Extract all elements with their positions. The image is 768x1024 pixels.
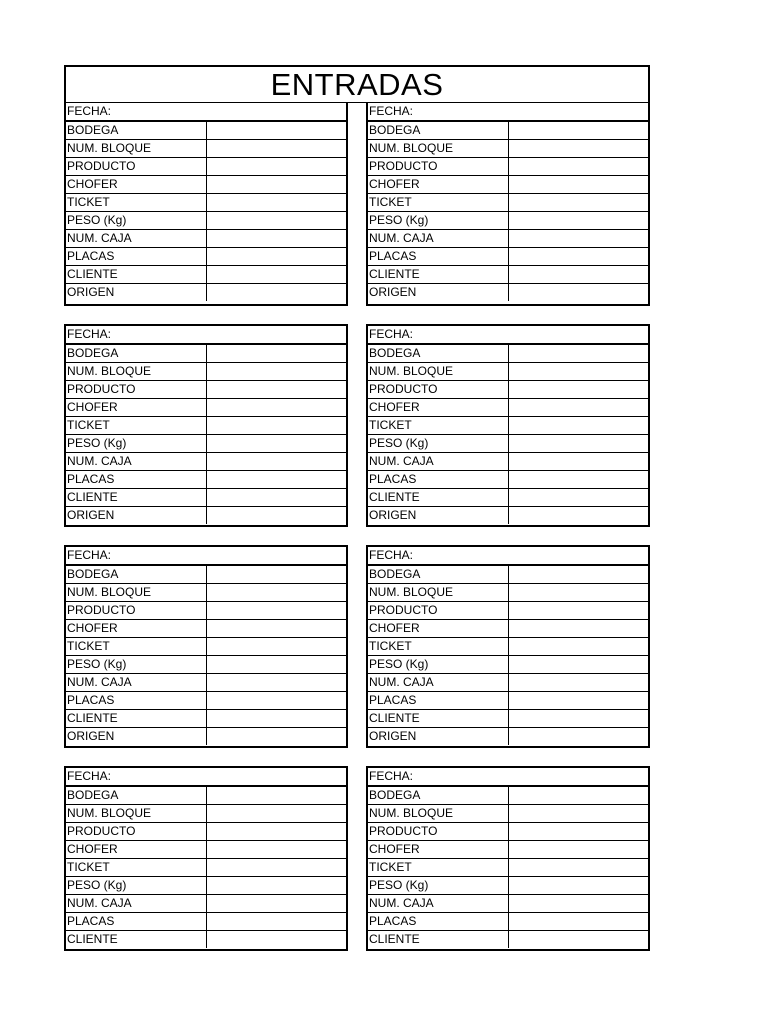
- field-label: PLACAS: [368, 913, 508, 931]
- field-row: [66, 584, 346, 602]
- field-label: PRODUCTO: [368, 158, 508, 176]
- field-value-cell[interactable]: [508, 344, 648, 363]
- document-title: ENTRADAS: [270, 67, 444, 102]
- fecha-row: [368, 103, 648, 121]
- field-value-cell[interactable]: [508, 859, 648, 877]
- field-value-cell[interactable]: [206, 266, 346, 284]
- field-label: PRODUCTO: [66, 602, 206, 620]
- field-value-cell[interactable]: [206, 728, 346, 746]
- field-value-cell[interactable]: [508, 931, 648, 949]
- field-label: BODEGA: [66, 121, 206, 140]
- field-row: [66, 453, 346, 471]
- field-row: [368, 417, 648, 435]
- field-value-cell[interactable]: [206, 823, 346, 841]
- field-value-cell[interactable]: [508, 489, 648, 507]
- field-label: PLACAS: [66, 913, 206, 931]
- field-value-cell[interactable]: [508, 230, 648, 248]
- entry-form: [366, 324, 650, 527]
- field-value-cell[interactable]: [206, 230, 346, 248]
- field-label: PLACAS: [66, 471, 206, 489]
- field-value-cell[interactable]: [508, 194, 648, 212]
- field-value-cell[interactable]: [508, 453, 648, 471]
- field-value-cell[interactable]: [206, 417, 346, 435]
- field-row: [66, 805, 346, 823]
- field-row: [368, 158, 648, 176]
- fecha-row: [368, 326, 648, 344]
- field-label: PESO (Kg): [368, 435, 508, 453]
- field-label: ORIGEN: [66, 728, 206, 746]
- field-label: PRODUCTO: [368, 381, 508, 399]
- field-label: ORIGEN: [66, 284, 206, 302]
- field-row: [66, 841, 346, 859]
- field-label: BODEGA: [368, 121, 508, 140]
- fecha-row: [368, 547, 648, 565]
- field-value-cell[interactable]: [508, 471, 648, 489]
- field-value-cell[interactable]: [508, 212, 648, 230]
- field-row: [368, 489, 648, 507]
- fecha-row: [66, 768, 346, 786]
- field-value-cell[interactable]: [206, 913, 346, 931]
- field-value-cell[interactable]: [508, 507, 648, 525]
- field-row: [66, 363, 346, 381]
- field-value-cell[interactable]: [508, 823, 648, 841]
- field-value-cell[interactable]: [206, 859, 346, 877]
- field-label: TICKET: [368, 417, 508, 435]
- field-row: [368, 877, 648, 895]
- field-row: [66, 710, 346, 728]
- fecha-row: [66, 103, 346, 121]
- field-row: [368, 176, 648, 194]
- field-row: [368, 194, 648, 212]
- entry-form: [64, 766, 348, 951]
- field-row: [66, 786, 346, 805]
- field-value-cell[interactable]: [508, 399, 648, 417]
- field-value-cell[interactable]: [206, 140, 346, 158]
- entry-form: [366, 766, 650, 951]
- field-label: PESO (Kg): [66, 656, 206, 674]
- field-label: NUM. CAJA: [368, 453, 508, 471]
- field-label: NUM. BLOQUE: [368, 805, 508, 823]
- field-value-cell[interactable]: [206, 284, 346, 302]
- field-label: CHOFER: [368, 176, 508, 194]
- field-value-cell[interactable]: [508, 417, 648, 435]
- field-value-cell[interactable]: [206, 841, 346, 859]
- field-label: CLIENTE: [66, 931, 206, 949]
- field-label: CLIENTE: [66, 489, 206, 507]
- field-row: [66, 230, 346, 248]
- field-label: NUM. CAJA: [66, 895, 206, 913]
- fecha-label: FECHA:: [368, 103, 648, 121]
- field-label: CHOFER: [368, 399, 508, 417]
- fecha-label: FECHA:: [66, 768, 346, 786]
- field-row: [368, 399, 648, 417]
- field-row: [66, 158, 346, 176]
- field-value-cell[interactable]: [508, 805, 648, 823]
- field-row: [368, 140, 648, 158]
- field-value-cell[interactable]: [206, 805, 346, 823]
- field-value-cell[interactable]: [508, 381, 648, 399]
- field-label: CLIENTE: [66, 710, 206, 728]
- field-row: [368, 656, 648, 674]
- field-row: [66, 140, 346, 158]
- field-value-cell[interactable]: [206, 877, 346, 895]
- field-value-cell[interactable]: [508, 158, 648, 176]
- field-row: [66, 344, 346, 363]
- field-value-cell[interactable]: [206, 620, 346, 638]
- entry-form: [366, 545, 650, 748]
- field-label: NUM. CAJA: [368, 895, 508, 913]
- field-row: [66, 435, 346, 453]
- entry-form: [64, 545, 348, 748]
- field-label: BODEGA: [66, 786, 206, 805]
- field-row: [368, 620, 648, 638]
- field-label: TICKET: [368, 638, 508, 656]
- field-label: ORIGEN: [66, 507, 206, 525]
- field-value-cell[interactable]: [206, 507, 346, 525]
- field-value-cell[interactable]: [508, 565, 648, 584]
- entry-form: [64, 324, 348, 527]
- field-row: [368, 584, 648, 602]
- field-label: ORIGEN: [368, 728, 508, 746]
- field-row: [368, 786, 648, 805]
- field-row: [66, 674, 346, 692]
- field-label: CHOFER: [66, 620, 206, 638]
- field-label: PESO (Kg): [368, 656, 508, 674]
- field-label: TICKET: [66, 417, 206, 435]
- field-value-cell[interactable]: [206, 344, 346, 363]
- field-value-cell[interactable]: [206, 786, 346, 805]
- field-row: [368, 284, 648, 302]
- field-row: [368, 859, 648, 877]
- field-value-cell[interactable]: [206, 692, 346, 710]
- field-label: PRODUCTO: [66, 381, 206, 399]
- field-label: TICKET: [66, 859, 206, 877]
- field-value-cell[interactable]: [508, 638, 648, 656]
- field-value-cell[interactable]: [508, 584, 648, 602]
- field-row: [66, 565, 346, 584]
- field-row: [368, 841, 648, 859]
- field-row: [368, 674, 648, 692]
- field-row: [368, 913, 648, 931]
- field-label: NUM. BLOQUE: [66, 805, 206, 823]
- field-row: [66, 194, 346, 212]
- field-row: [66, 121, 346, 140]
- field-value-cell[interactable]: [508, 140, 648, 158]
- field-row: [368, 710, 648, 728]
- field-label: NUM. CAJA: [368, 674, 508, 692]
- field-row: [368, 565, 648, 584]
- field-value-cell[interactable]: [206, 435, 346, 453]
- field-value-cell[interactable]: [508, 656, 648, 674]
- field-row: [368, 805, 648, 823]
- field-row: [368, 230, 648, 248]
- field-row: [66, 176, 346, 194]
- field-value-cell[interactable]: [508, 363, 648, 381]
- field-label: CHOFER: [66, 841, 206, 859]
- field-label: PRODUCTO: [66, 158, 206, 176]
- field-label: PESO (Kg): [66, 877, 206, 895]
- field-label: NUM. CAJA: [66, 453, 206, 471]
- fecha-row: [368, 768, 648, 786]
- field-value-cell[interactable]: [206, 212, 346, 230]
- field-value-cell[interactable]: [206, 176, 346, 194]
- field-label: CLIENTE: [368, 931, 508, 949]
- field-label: PESO (Kg): [368, 212, 508, 230]
- field-row: [66, 728, 346, 746]
- field-value-cell[interactable]: [206, 895, 346, 913]
- field-label: CLIENTE: [368, 710, 508, 728]
- field-row: [66, 266, 346, 284]
- field-value-cell[interactable]: [206, 399, 346, 417]
- field-row: [368, 344, 648, 363]
- field-value-cell[interactable]: [508, 710, 648, 728]
- field-value-cell[interactable]: [508, 176, 648, 194]
- field-value-cell[interactable]: [206, 121, 346, 140]
- field-row: [368, 266, 648, 284]
- field-label: PLACAS: [368, 692, 508, 710]
- field-value-cell[interactable]: [206, 584, 346, 602]
- field-value-cell[interactable]: [206, 363, 346, 381]
- field-label: NUM. BLOQUE: [66, 363, 206, 381]
- field-row: [66, 399, 346, 417]
- field-row: [368, 895, 648, 913]
- field-value-cell[interactable]: [206, 710, 346, 728]
- field-value-cell[interactable]: [508, 692, 648, 710]
- field-value-cell[interactable]: [508, 284, 648, 302]
- field-label: ORIGEN: [368, 507, 508, 525]
- field-row: [66, 931, 346, 949]
- field-row: [66, 489, 346, 507]
- field-label: PLACAS: [66, 692, 206, 710]
- field-label: NUM. CAJA: [66, 674, 206, 692]
- field-value-cell[interactable]: [508, 877, 648, 895]
- field-label: PESO (Kg): [66, 435, 206, 453]
- field-label: PRODUCTO: [368, 602, 508, 620]
- field-label: TICKET: [368, 859, 508, 877]
- field-value-cell[interactable]: [206, 381, 346, 399]
- field-value-cell[interactable]: [508, 728, 648, 746]
- field-row: [368, 363, 648, 381]
- field-label: NUM. CAJA: [368, 230, 508, 248]
- field-row: [368, 638, 648, 656]
- field-row: [66, 248, 346, 266]
- field-label: CHOFER: [66, 176, 206, 194]
- field-label: CLIENTE: [368, 266, 508, 284]
- field-label: BODEGA: [368, 344, 508, 363]
- field-label: NUM. BLOQUE: [368, 140, 508, 158]
- field-row: [368, 692, 648, 710]
- field-label: TICKET: [66, 194, 206, 212]
- field-row: [66, 417, 346, 435]
- field-value-cell[interactable]: [206, 674, 346, 692]
- field-label: CLIENTE: [368, 489, 508, 507]
- field-label: TICKET: [368, 194, 508, 212]
- field-value-cell[interactable]: [206, 565, 346, 584]
- field-label: PLACAS: [368, 248, 508, 266]
- field-row: [368, 471, 648, 489]
- field-label: NUM. BLOQUE: [66, 140, 206, 158]
- field-label: PESO (Kg): [66, 212, 206, 230]
- field-row: [66, 692, 346, 710]
- field-label: PLACAS: [66, 248, 206, 266]
- fecha-label: FECHA:: [368, 326, 648, 344]
- field-value-cell[interactable]: [508, 674, 648, 692]
- field-value-cell[interactable]: [508, 620, 648, 638]
- field-value-cell[interactable]: [508, 248, 648, 266]
- field-row: [368, 823, 648, 841]
- field-value-cell[interactable]: [206, 248, 346, 266]
- field-row: [66, 620, 346, 638]
- field-row: [368, 435, 648, 453]
- field-value-cell[interactable]: [508, 913, 648, 931]
- field-label: ORIGEN: [368, 284, 508, 302]
- fecha-row: [66, 547, 346, 565]
- field-value-cell[interactable]: [206, 931, 346, 949]
- field-value-cell[interactable]: [508, 895, 648, 913]
- field-row: [66, 471, 346, 489]
- field-row: [66, 284, 346, 302]
- fecha-label: FECHA:: [368, 547, 648, 565]
- field-value-cell[interactable]: [206, 471, 346, 489]
- field-value-cell[interactable]: [508, 841, 648, 859]
- field-value-cell[interactable]: [508, 602, 648, 620]
- field-label: NUM. BLOQUE: [66, 584, 206, 602]
- field-label: NUM. BLOQUE: [368, 363, 508, 381]
- field-value-cell[interactable]: [206, 194, 346, 212]
- field-label: BODEGA: [368, 786, 508, 805]
- field-label: PRODUCTO: [66, 823, 206, 841]
- fecha-label: FECHA:: [66, 103, 346, 121]
- field-row: [66, 602, 346, 620]
- field-label: NUM. BLOQUE: [368, 584, 508, 602]
- field-row: [66, 656, 346, 674]
- entry-form: [366, 103, 650, 306]
- document-title-box: [64, 65, 650, 103]
- field-row: [66, 638, 346, 656]
- field-row: [368, 381, 648, 399]
- field-row: [66, 212, 346, 230]
- entry-form: [64, 103, 348, 306]
- field-row: [66, 895, 346, 913]
- field-value-cell[interactable]: [508, 435, 648, 453]
- field-value-cell[interactable]: [206, 602, 346, 620]
- field-value-cell[interactable]: [206, 453, 346, 471]
- field-row: [368, 121, 648, 140]
- field-value-cell[interactable]: [508, 266, 648, 284]
- field-value-cell[interactable]: [206, 656, 346, 674]
- field-value-cell[interactable]: [206, 158, 346, 176]
- field-label: CLIENTE: [66, 266, 206, 284]
- field-label: CHOFER: [368, 841, 508, 859]
- field-row: [368, 728, 648, 746]
- field-value-cell[interactable]: [206, 489, 346, 507]
- field-label: PRODUCTO: [368, 823, 508, 841]
- field-row: [368, 507, 648, 525]
- field-label: BODEGA: [66, 565, 206, 584]
- fecha-row: [66, 326, 346, 344]
- field-row: [66, 859, 346, 877]
- field-label: BODEGA: [66, 344, 206, 363]
- field-value-cell[interactable]: [508, 786, 648, 805]
- field-row: [368, 931, 648, 949]
- field-label: CHOFER: [66, 399, 206, 417]
- field-row: [368, 602, 648, 620]
- field-row: [66, 823, 346, 841]
- fecha-label: FECHA:: [66, 326, 346, 344]
- field-row: [368, 453, 648, 471]
- fecha-label: FECHA:: [368, 768, 648, 786]
- field-row: [66, 913, 346, 931]
- field-label: NUM. CAJA: [66, 230, 206, 248]
- field-row: [66, 877, 346, 895]
- field-label: PESO (Kg): [368, 877, 508, 895]
- field-label: BODEGA: [368, 565, 508, 584]
- field-value-cell[interactable]: [508, 121, 648, 140]
- field-row: [368, 212, 648, 230]
- field-value-cell[interactable]: [206, 638, 346, 656]
- field-label: CHOFER: [368, 620, 508, 638]
- field-row: [368, 248, 648, 266]
- field-label: TICKET: [66, 638, 206, 656]
- field-row: [66, 507, 346, 525]
- field-row: [66, 381, 346, 399]
- fecha-label: FECHA:: [66, 547, 346, 565]
- field-label: PLACAS: [368, 471, 508, 489]
